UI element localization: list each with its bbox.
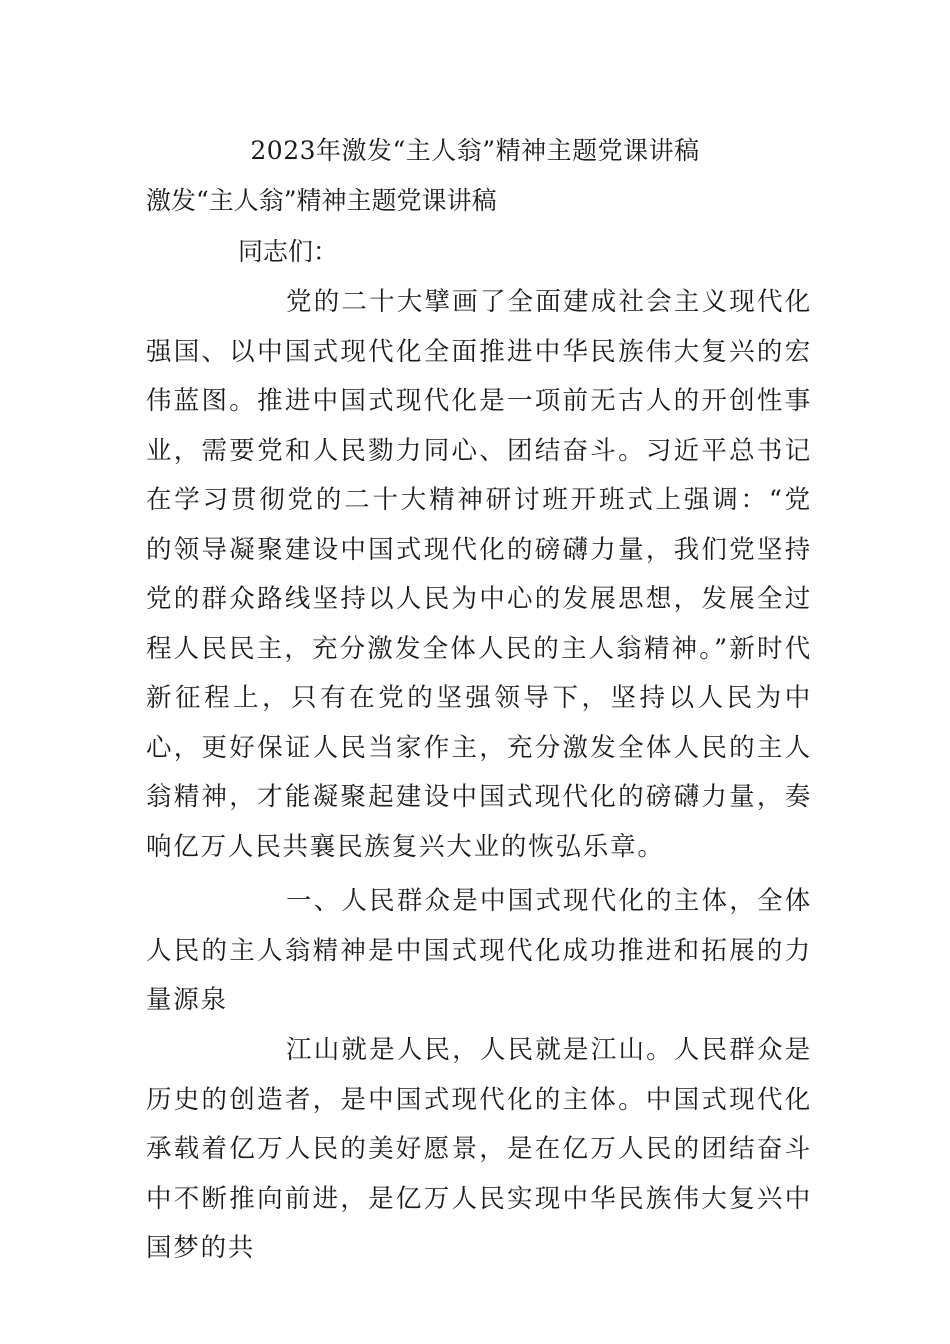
body-paragraph: 江山就是人民，人民就是江山。人民群众是历史的创造者，是中国式现代化的主体。中国式现代化承载着亿万人民的美好愿景，是在亿万人民的团结奋斗中不断推向前进，是亿万人民实现中华民族伟大复兴中国梦的共 bbox=[146, 1035, 812, 1263]
salutation: 同志们： bbox=[238, 237, 339, 266]
body-paragraph: 党的二十大擘画了全面建成社会主义现代化强国、以中国式现代化全面推进中华民族伟大复兴的宏伟蓝图。推进中国式现代化是一项前无古人的开创性事业，需要党和人民勠力同心、团结奋斗。习近平总书记在学习贯彻党的二十大精神研讨班开班式上强调：“党的领导凝聚建设中国式现代化的磅礴力量，我们党坚持党的群众路线坚持以人民为中心的发展思想，发展全过程人民民主，充分激发全体人民的主人翁精神。”新时代新征程上，只有在党的坚强领导下，坚持以人民为中心，更好保证人民当家作主，充分激发全体人民的主人翁精神，才能凝聚起建设中国式现代化的磅礴力量，奏响亿万人民共襄民族复兴大业的恢弘乐章。 bbox=[146, 287, 812, 862]
document-title: 2023年激发“主人翁”精神主题党课讲稿 bbox=[250, 136, 700, 165]
document-subtitle: 激发“主人翁”精神主题党课讲稿 bbox=[146, 186, 497, 215]
section-heading: 一、人民群众是中国式现代化的主体，全体人民的主人翁精神是中国式现代化成功推进和拓展的力量源泉 bbox=[146, 886, 812, 1015]
